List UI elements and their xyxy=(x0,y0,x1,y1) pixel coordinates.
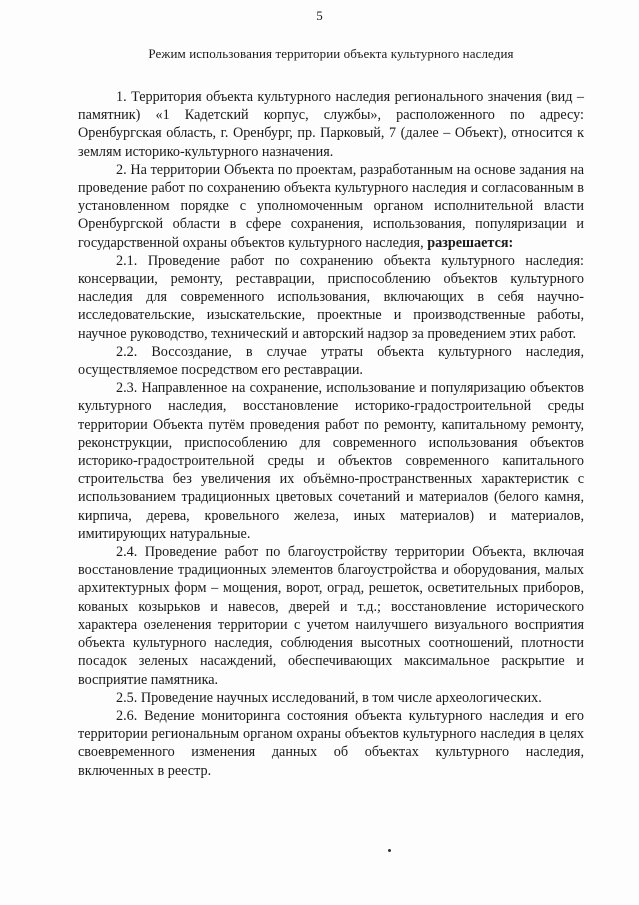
scan-dot-mark xyxy=(388,849,391,852)
document-title: Режим использования территории объекта культурного наследия xyxy=(148,46,514,61)
page-number: 5 xyxy=(316,8,323,23)
paragraph-1: 1. Территория объекта культурного наследия регионального значения (вид – памятник) «1 Кадетский корпус, службы», расположенного по адресу: Оренбургская область, г. Оренбург, пр. Парковый, 7 (далее – Объект), относится к землям историко-культурного назначения. xyxy=(78,89,584,160)
paragraph-2-4: 2.4. Проведение работ по благоустройству территории Объекта, включая восстановление традиционных элементов благоустройства и оборудования, малых архитектурных форм – мощения, ворот, оград, решеток, осветительных приборов, кованых козырьков и навесов, дверей и т.д.; восстановление исторического характера озеленения территории с учетом наилучшего визуального восприятия объекта культурного наследия, соблюдения высотных соотношений, плотности посадок зеленых насаждений, обеспечивающих максимальное раскрытие и восприятие памятника. xyxy=(78,544,584,688)
document-body xyxy=(78,88,584,780)
paragraph-2-5: 2.5. Проведение научных исследований, в том числе археологических. xyxy=(116,689,542,706)
paragraph-2: 2. На территории Объекта по проектам, разработанным на основе задания на проведение работ по сохранению объекта культурного наследия и согласованным в установленном порядке с уполномоченным органом исполнительной власти Оренбургской области в сфере сохранения, использования, популяризации и государственной охраны объектов культурного наследия, разрешается: xyxy=(78,161,584,251)
paragraph-2-2: 2.2. Воссоздание, в случае утраты объекта культурного наследия, осуществляемое посредством его реставрации. xyxy=(78,343,584,379)
paragraph-2-6: 2.6. Ведение мониторинга состояния объекта культурного наследия и его территории региональным органом охраны объектов культурного наследия в целях своевременного изменения данных об объектах культурного наследия, включенных в реестр. xyxy=(78,707,584,779)
paragraph-2-1: 2.1. Проведение работ по сохранению объекта культурного наследия: консервации, ремонту, реставрации, приспособлению объектов культурного наследия для современного использования, включающих в себя научно-исследовательские, изыскательские, проектные и производственные работы, научное руководство, технический и авторский надзор за проведением этих работ. xyxy=(78,252,584,342)
paragraph-2-3: 2.3. Направленное на сохранение, использование и популяризацию объектов культурного наследия, восстановление историко-градостроительной среды территории Объекта путём проведения работ по ремонту, капитальному ремонту, реконструкции, приспособлению для современного использования объектов историко-градостроительной среды и объектов современного капитального строительства без увеличения их объёмно-пространственных характеристик с использованием традиционных цветовых сочетаний и материалов (белого камня, кирпича, дерева, кровельного железа, иных материалов) и материалов, имитирующих натуральные. xyxy=(78,380,584,542)
bold-permitted: разрешается: xyxy=(427,234,514,251)
